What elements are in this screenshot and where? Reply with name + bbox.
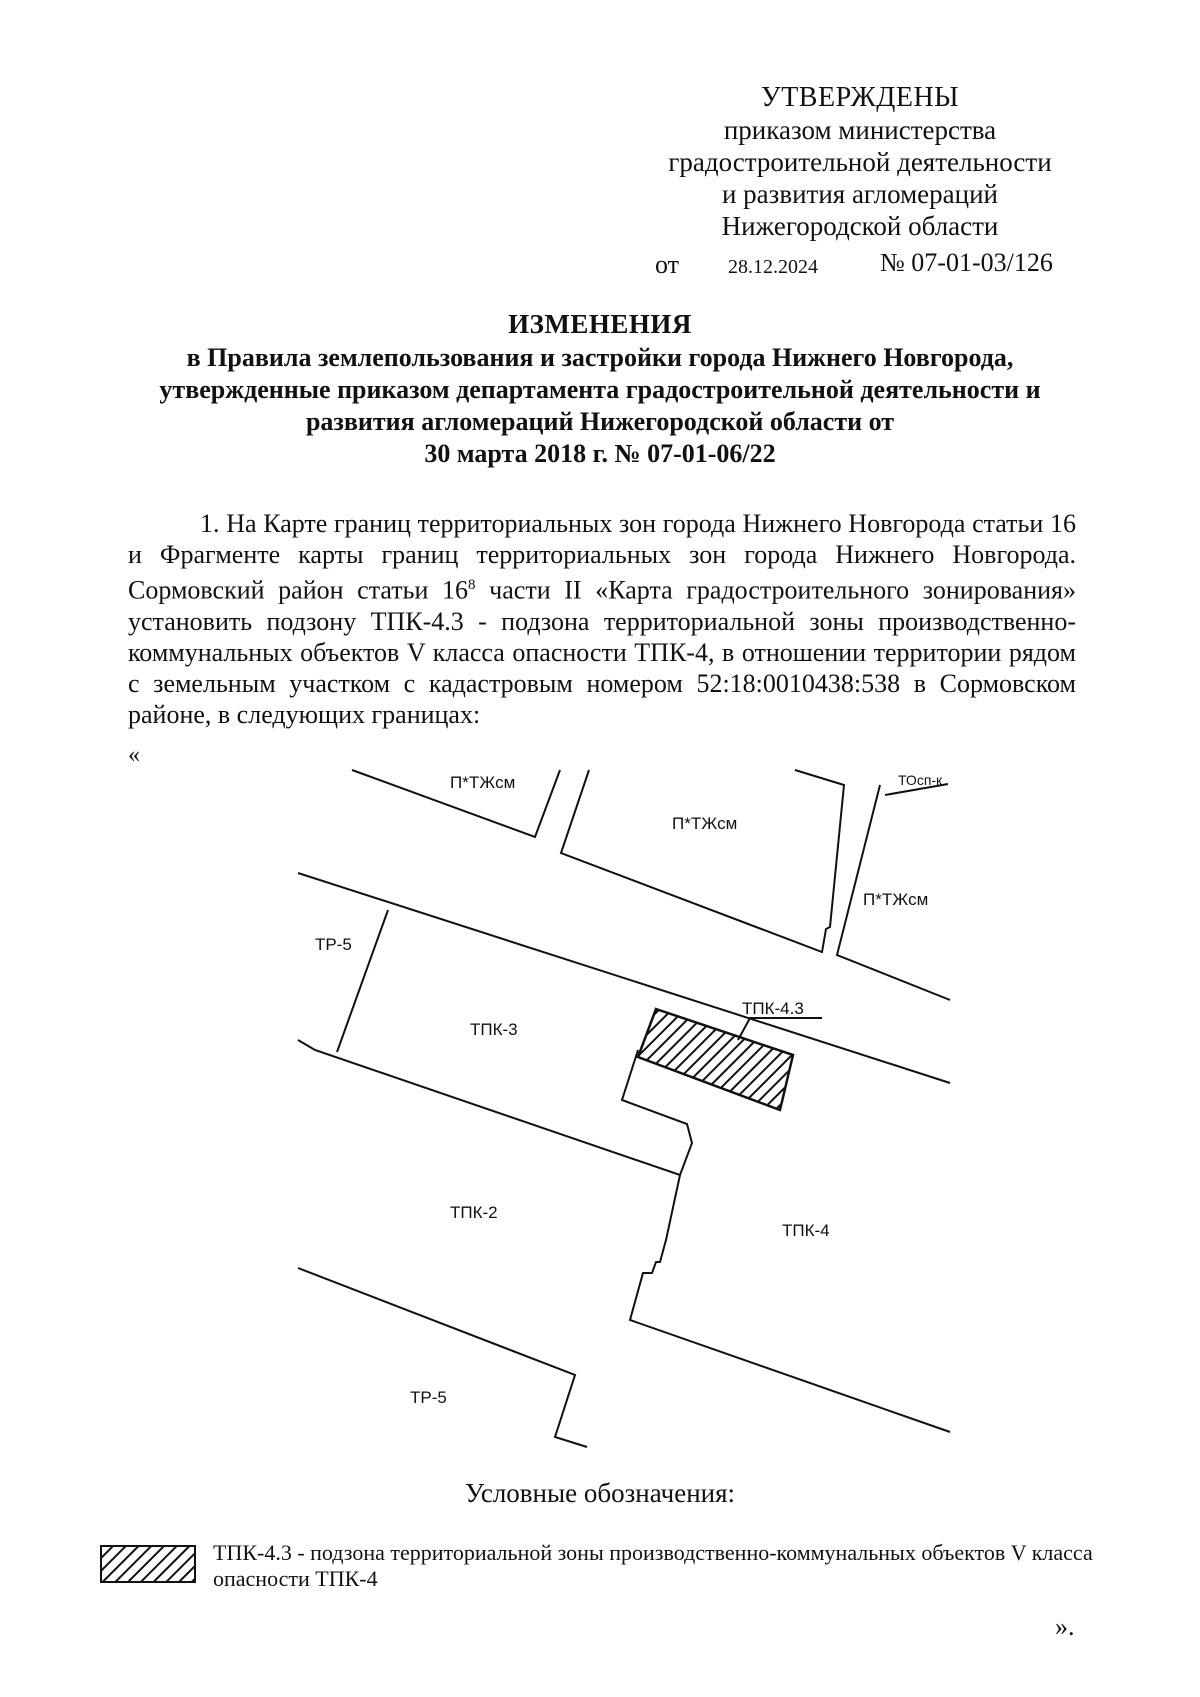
approval-title: УТВЕРЖДЕНЫ	[760, 82, 960, 113]
heading-line-1: в Правила землепользования и застройки города Нижнего Новгорода,	[186, 343, 1014, 372]
map-label-ptzhsm-3: П*ТЖсм	[863, 890, 929, 909]
map-label-ptzhsm-1: П*ТЖсм	[450, 773, 516, 792]
map-label-tr5-top: ТР-5	[315, 935, 352, 954]
approval-line-2: градостроительной деятельности	[668, 147, 1052, 177]
map-label-tpk2: ТПК-2	[450, 1203, 498, 1222]
heading-title: ИЗМЕНЕНИЯ	[508, 309, 692, 339]
map-label-tpk3: ТПК-3	[470, 1020, 518, 1039]
heading-line-3: развития агломераций Нижегородской области от	[305, 407, 895, 436]
heading-line-2: утвержденные приказом департамента градостроительной деятельности и	[159, 375, 1041, 404]
order-from-label: от	[655, 250, 680, 279]
map-label-tr5-bottom: ТР-5	[410, 1388, 447, 1407]
quote-close: ».	[1055, 1612, 1075, 1641]
approval-line-3: и развития агломераций	[721, 179, 998, 209]
legend-text: ТПК-4.3 - подзона территориальной зоны производственно-коммунальных объектов V класса опасности ТПК-4	[213, 1540, 1093, 1591]
approval-line-4: Нижегородской области	[721, 211, 999, 241]
map-label-tpk4: ТПК-4	[782, 1221, 830, 1240]
paragraph-superscript: 8	[468, 577, 476, 593]
order-number: № 07-01-03/126	[880, 248, 1053, 277]
quote-open: «	[128, 742, 140, 768]
map-label-tpk43: ТПК-4.3	[742, 999, 804, 1018]
heading-line-4: 30 марта 2018 г. № 07-01-06/22	[424, 439, 776, 468]
map-label-ptzhsm-2: П*ТЖсм	[672, 814, 738, 833]
map-boundaries	[298, 770, 950, 1447]
order-date: 28.12.2024	[728, 256, 818, 278]
map-label-tosp: ТОсп-к	[898, 772, 943, 788]
legend-title: Условные обозначения:	[464, 1478, 736, 1508]
legend-hatch-swatch	[100, 1545, 196, 1583]
paragraph-part-1: 1. На Карте границ территориальных зон города Нижнего Новгорода статьи 16 и Фрагменте карты границ территориальных зон города Нижнего Новгорода. Сормовский район статьи 16	[128, 509, 1076, 605]
approval-line-1: приказом министерства	[723, 115, 997, 145]
paragraph-part-2: части II «Карта градостроительного зонирования» установить подзону ТПК-4.3 - подзона территориальной зоны производственно-коммунальных объектов V класса опасности ТПК-4, в отношении территории рядом с земельным участком с кадастровым номером 52:18:0010438:538 в Сормовском районе, в следующих границах:	[128, 575, 1076, 729]
